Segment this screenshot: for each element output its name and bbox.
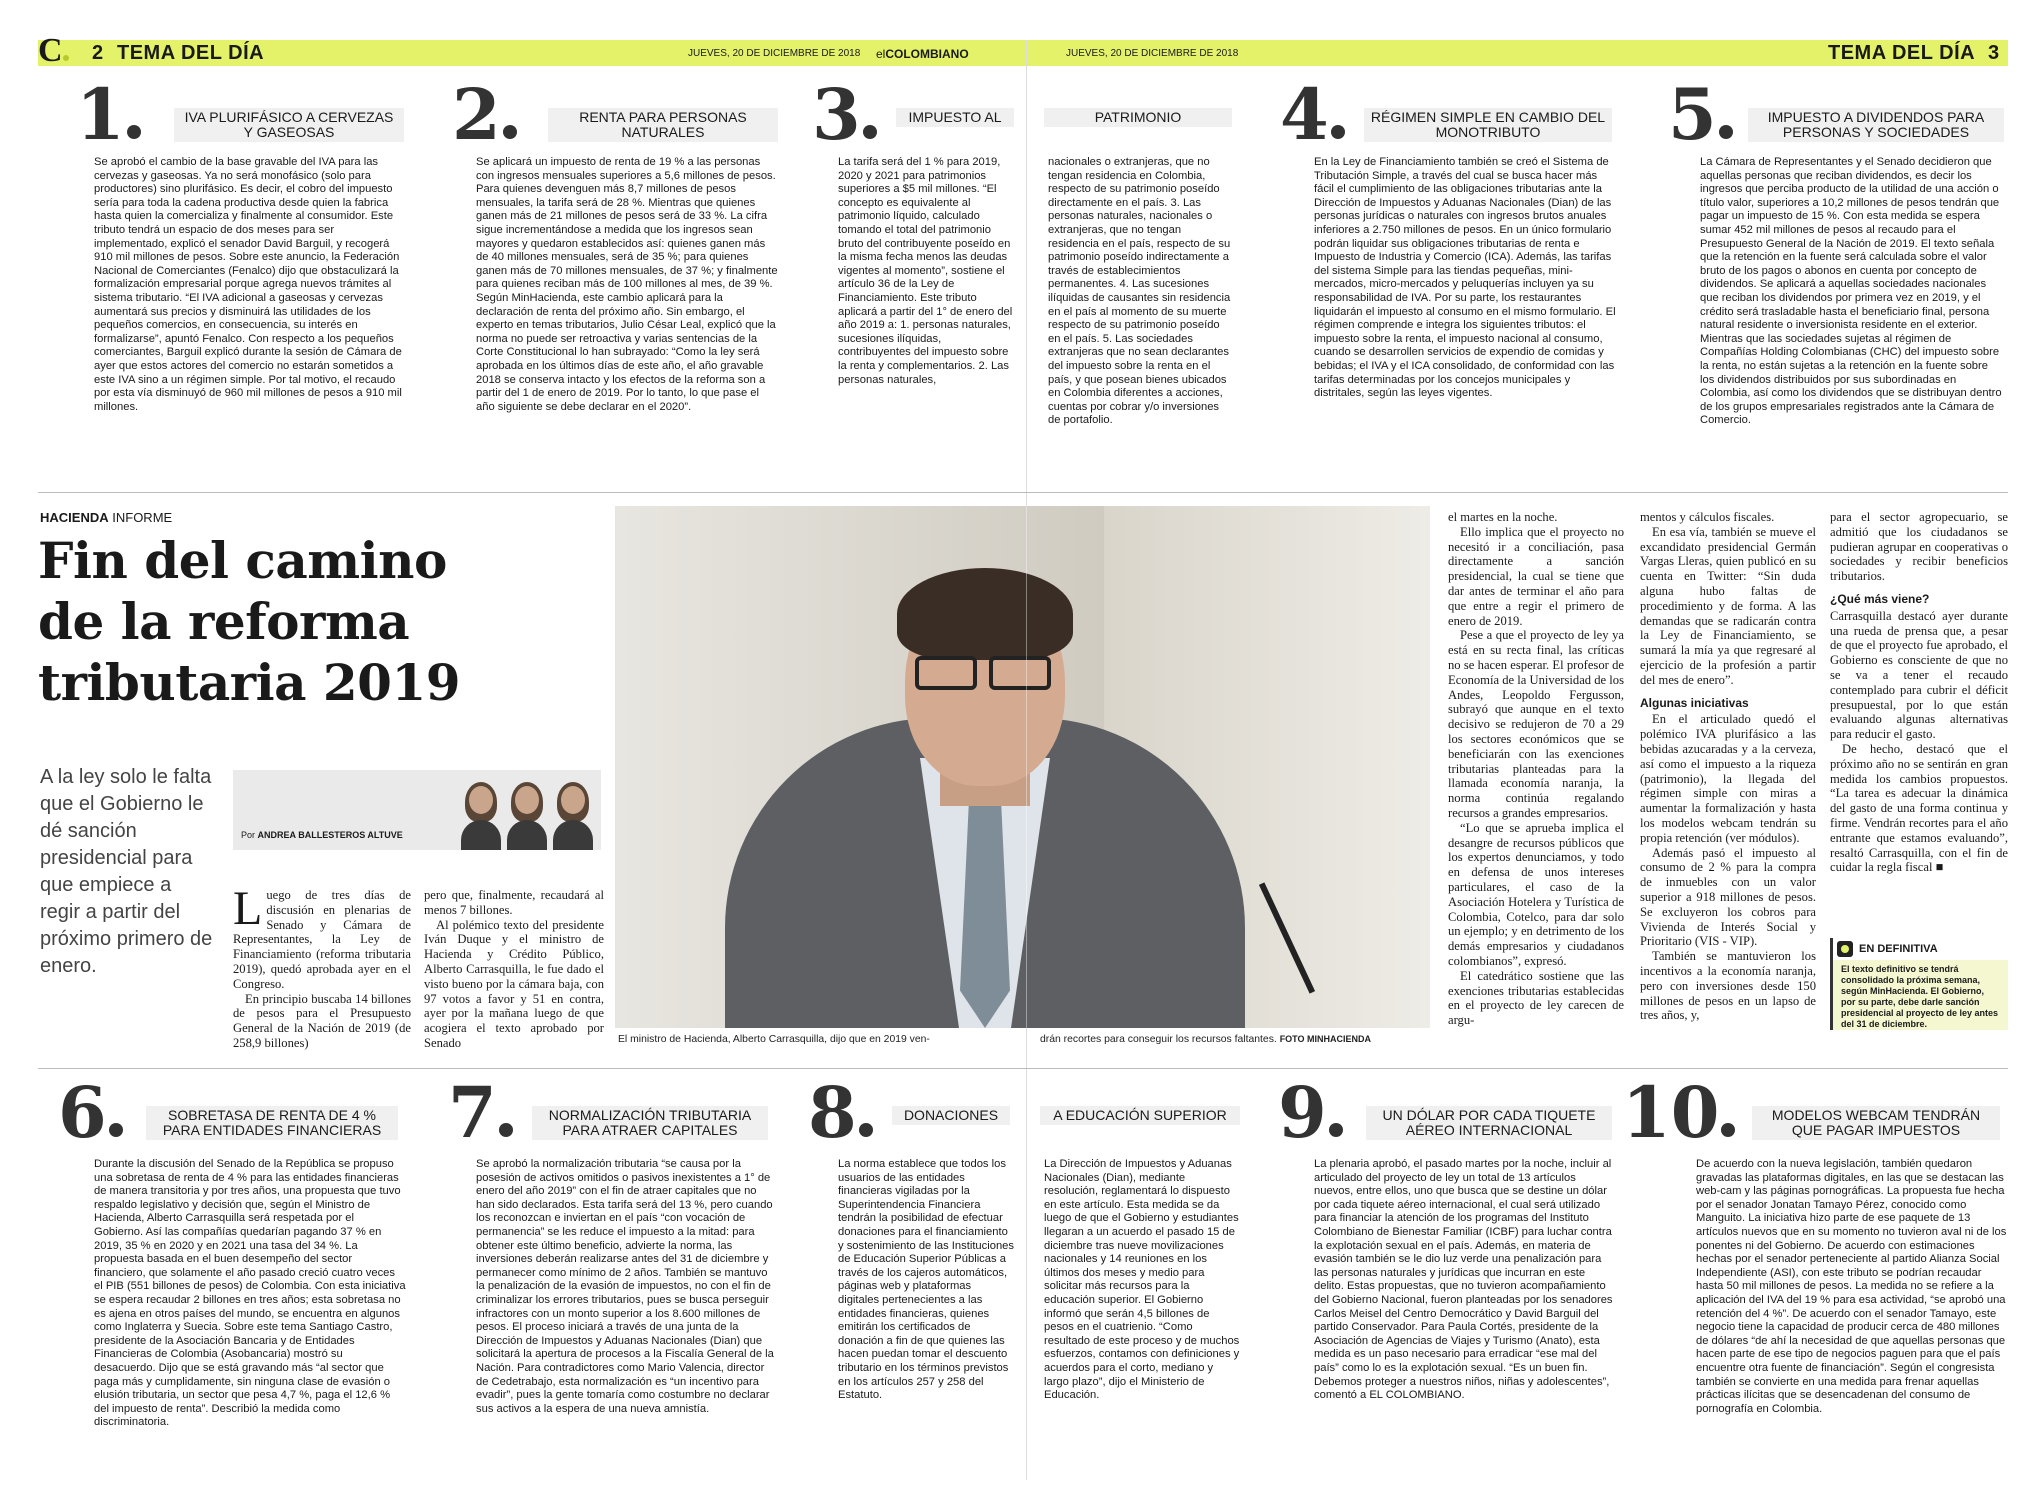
right-section-title: TEMA DEL DÍA [1828, 42, 1976, 64]
story-headline: Fin del camino de la reforma tributaria 2019 [38, 531, 461, 712]
story-paragraph: En esa vía, también se mueve el excandidato presidencial Germán Vargas Lleras, quien publicó en su cuenta en Twitter: “Sin duda alguna hubo faltas de procedimiento y de forma. A las demandas que se radicarán contra la Ley de Financiamiento, se sumará la mía ya que regresaré al ejercicio de la profesión a partir del mes de enero”. [1640, 524, 1816, 687]
story-paragraph: “Lo que se aprueba implica el desangre de recursos públicos que los expertos denunciamos, y todo en defensa de unos intereses particulares, el caso de la Asociación Hotelera y Turística de Colombia, Cotelco, para dar solo un ejemplo; y en detrimento de los demás empresarios y ciudadanos colombianos”, expresó. [1448, 820, 1624, 968]
box-5-dividendos [1668, 73, 2008, 480]
box-number: 7 [448, 1078, 513, 1148]
box-body: De acuerdo con la nueva legislación, también quedaron gravadas las plataformas digitales, en las que se destacan las web-cam y las páginas pornográficas. La propuesta fue hecha por el senador Jonatan Tamayo Pérez, conocido como Manguito. La iniciativa hizo parte de ese paquete de 13 artículos nuevos que en su momento no tuvieron aval ni de los ponentes ni del Gobierno. De acuerdo con estimaciones hechas por el senador perteneciente al partido Alianza Social Independiente (ASI), con este tributo se podrían recaudar hasta 50 mil millones de pesos. La medida no se refiere a la aplicación del IVA del 19 % para esa actividad, “se aprobó una retención del 4 %”. De acuerdo con el senador Tamayo, este negocio tiene la capacidad de producir cerca de 480 millones de dólares “de ahí la necesidad de que aquellas personas que hacen parte de ese tipo de negocios paguen para que el país encuentre otra fuente de financiación”. Según el congresista también se convierte en una medida para frenar aquellas prácticas ilícitas que se desencadenan del consumo de pornografía en Colombia. [1696, 1158, 2007, 1415]
box-title-part-a: IMPUESTO AL [896, 108, 1014, 127]
story-paragraph: Además pasó el impuesto al consumo de 2 % para la compra de inmuebles con un valor superior a 918 millones de pesos. Se excluyeron los cobros para Vivienda de Interés Social y Prioritario (VIS - VIP). [1640, 845, 1816, 949]
box-4-regimen-simple [1280, 73, 1620, 480]
author-photo [551, 780, 595, 850]
story-paragraph: De hecho, destacó que el próximo año no se sentirán en gran medida los cambios propuestos. “La tarea es adecuar la dinámica del gasto de una forma continua y firme. Vendrán recortes para el año entrante que estamos evaluando”, resaltó Carrasquilla, con el fin de cuidar la regla fiscal ■ [1830, 741, 2008, 875]
box-number: 6 [58, 1078, 123, 1148]
box-body: En la Ley de Financiamiento también se creó el Sistema de Tributación Simple, a través del cual se busca hacer más fácil el cumplimiento de las obligaciones tributarias ante la Dirección de Impuestos y Aduanas Nacionales (Dian) de las personas jurídicas o naturales con ingresos brutos anuales inferiores a 2.750 millones de pesos. En un único formulario podrán liquidar sus obligaciones tributarias de renta e Impuesto de Industria y Comercio (ICA). Además, las tarifas del sistema Simple para las tiendas pequeñas, mini-mercados, micro-mercados y peluquerías incluyen ya su responsabilidad de IVA. Por su parte, los restaurantes liquidarán el impuesto al consumo en el mismo formulario. El régimen comprende e integra los siguientes tributos: el impuesto sobre la renta, el impuesto nacional al consumo, cuando se desarrollen servicios de expendio de comidas y bebidas; el IVA y el ICA consolidado, de conformidad con las tarifas determinadas por los concejos municipales y distritales, según las leyes vigentes. [1314, 156, 1616, 400]
box-body: La Cámara de Representantes y el Senado decidieron que aquellas personas que reciban dividendos, es decir los ingresos que perciba producto de la utilidad de una acción o título valor, superiores a 10,2 millones de pesos tendrán que pagar un impuesto de 15 %. Con esta medida se espera sumar 452 mil millones de pesos al recaudo para el Presupuesto General de la Nación de 2019. El texto señala que la retención en la fuente será calculada sobre el valor bruto de los pagos o abonos en cuenta por concepto de dividendos. Se aplicará a aquellas sociedades nacionales que reciban los dividendos por primera vez en 2019, y el crédito será trasladable hasta el beneficiario final, persona natural residente o inversionista residente en el exterior. Mientras que las sociedades sujetas al régimen de Compañías Holding Colombianas (CHC) del impuesto sobre la renta, no están sujetas a la retención en la fuente sobre los dividendos distribuidos por sus subordinadas en Colombia, así como los dividendos que se distribuyan dentro de los grupos empresariales registrados ante la Cámara de Comercio. [1700, 156, 2002, 427]
byline: Por ANDREA BALLESTEROS ALTUVE [241, 830, 403, 840]
right-dateline: JUEVES, 20 DE DICIEMBRE DE 2018 [1066, 48, 1239, 59]
story-kicker: HACIENDA INFORME [40, 510, 173, 525]
newspaper-logo: C [38, 34, 69, 68]
story-paragraph: El catedrático sostiene que las exenciones tributarias establecidas en el proyecto de ley carecen de argu- [1448, 968, 1624, 1028]
story-paragraph: Pese a que el proyecto de ley ya está en su recta final, las críticas no se hacen esperar. El profesor de Economía de la Universidad de los Andes, Leopoldo Fergusson, subrayó que aunque en el texto decisivo se redujeron de 70 a 29 los sectores económicos que se beneficiarán con las exenciones tributarias planteadas para la llamada economía naranja, la norma continúa regalando recursos a grandes empresarios. [1448, 628, 1624, 820]
story-dek: A la ley solo le falta que el Gobierno le dé sanción presidencial para que empiece a regir a partir del próximo primero de enero. [40, 766, 213, 977]
story-column-5 [1830, 510, 2008, 875]
box-2-renta [452, 73, 780, 480]
story-paragraph: Ello implica que el proyecto no necesitó ir a conciliación, pasa directamente a sanción presidencial, la cual se tiene que dar antes de terminar el año para que entre a regir el primero de enero de 2019. [1448, 524, 1624, 628]
en-definitiva-header: EN DEFINITIVA [1833, 938, 2008, 960]
box-title: IVA PLURIFÁSICO A CERVEZAS Y GASEOSAS [174, 108, 404, 142]
story-subhead: Algunas iniciativas [1640, 695, 1749, 710]
box-number: 3 [812, 80, 877, 150]
story-paragraph: En principio buscaba 14 billones de pesos para el Presupuesto General de la Nación de 2019 (de 258,9 billones) [233, 991, 411, 1050]
minister-photo [615, 506, 1430, 1028]
left-dateline: JUEVES, 20 DE DICIEMBRE DE 2018 [688, 48, 861, 59]
box-number: 1 [76, 80, 141, 150]
story-paragraph: Al polémico texto del presidente Iván Duque y el ministro de Hacienda y Crédito Público, Alberto Carrasquilla, le fue dado el visto bueno por la cámara baja, con 97 votos a favor y 51 en contra, ayer por la mañana luego de que acogiera el texto aprobado por Senado [424, 917, 604, 1050]
author-photo [505, 780, 549, 850]
box-title: SOBRETASA DE RENTA DE 4 % PARA ENTIDADES FINANCIERAS [146, 1106, 398, 1140]
box-3-patrimonio [812, 73, 1240, 480]
box-body: Se aprobó el cambio de la base gravable del IVA para las cervezas y gaseosas. Ya no será monofásico (solo para productores) sino plurifásico. Es decir, el cobro del impuesto sería para toda la cadena productiva desde quien la fabrica hasta quien la comercializa y finalmente al consumidor. Este tributo tendrá un espacio de dos meses para ser implementado, explicó el senador David Barguil, y recogerá 910 mil millones de pesos. Sobre este anuncio, la Federación Nacional de Comerciantes (Fenalco) dijo que obstaculizará la formalización empresarial porque agrega nuevos trámites al sistema tributario. “El IVA adicional a gaseosas y cervezas aumentará sus precios y disminuirá las utilidades de los pequeños comercios, en consecuencia, su interés en formalizarse”, apuntó Fenalco. Con respecto a los pequeños comerciantes, Barguil explicó durante la sesión de Cámara de ayer que estos actores del comercio no estarán sometidos a este IVA sino a un régimen simple. Por tal motivo, el recaudo por esta vía disminuyó de 960 mil millones de pesos a 910 mil millones. [94, 156, 402, 413]
box-title: RENTA PARA PERSONAS NATURALES [548, 108, 778, 142]
story-paragraph: para el sector agropecuario, se admitió que los ciudadanos se pudieran agrupar en cooperativas o sociedades y recibir beneficios tributarios. [1830, 510, 2008, 584]
box-8-donaciones [808, 1071, 1248, 1478]
section-divider [38, 1068, 2008, 1069]
left-page-number: 2 [92, 42, 104, 64]
box-number: 8 [808, 1078, 873, 1148]
story-column-1 [233, 882, 411, 1051]
author-box [233, 770, 601, 850]
box-title: NORMALIZACIÓN TRIBUTARIA PARA ATRAER CAPITALES [532, 1106, 768, 1140]
box-body-col-b: nacionales o extranjeras, que no tengan residencia en Colombia, respecto de su patrimonio poseído directamente en el país. 3. Las personas naturales, nacionales o extranjeras, que no tengan residencia en el país, respecto de su patrimonio poseído indirectamente a través de establecimientos permanentes. 4. Las sucesiones ilíquidas de causantes sin residencia en el país al momento de su muerte respecto de su patrimonio poseído en el país. 5. Las sociedades extranjeras que no sean declarantes del impuesto sobre la renta en el país, y que posean bienes ubicados en Colombia diferentes a acciones, cuentas por cobrar y/o inversiones de portafolio. [1048, 156, 1231, 427]
box-number: 10 [1622, 1078, 1735, 1148]
box-number: 2 [452, 80, 517, 150]
box-body-col-b: La Dirección de Impuestos y Aduanas Nacionales (Dian), mediante resolución, reglamentará lo dispuesto en este artículo. Esta medida se da luego de que el Gobierno y estudiantes llegaran a un acuerdo el pasado 15 de diciembre tras nueve movilizaciones nacionales y 14 reuniones en los últimos dos meses y medio para solicitar más recursos para la educación superior. El Gobierno informó que serán 4,5 billones de pesos en el cuatrienio. “Como resultado de este proceso y de muchos esfuerzos, contamos con definiciones y acuerdos para el corto, mediano y largo plazo”, dijo el Ministerio de Educación. [1044, 1158, 1240, 1402]
story-subhead: ¿Qué más viene? [1830, 591, 1930, 606]
story-column-3 [1448, 510, 1624, 1028]
right-page-number: 3 [1988, 42, 2000, 64]
box-title: IMPUESTO A DIVIDENDOS PARA PERSONAS Y SOCIEDADES [1748, 108, 2004, 142]
story-paragraph: mentos y cálculos fiscales. [1640, 510, 1775, 524]
en-definitiva-box [1830, 938, 2008, 1030]
story-paragraph: También se mantuvieron los incentivos a la economía naranja, pero con inversiones desde 150 millones de pesos en un lapso de tres años, y, [1640, 949, 1816, 1023]
section-divider [38, 492, 2008, 493]
box-body: Durante la discusión del Senado de la República se propuso una sobretasa de renta de 4 % para las entidades financieras de manera transitoria y por tres años, una propuesta que tuvo respaldo legislativo y decisión que, según el Ministro de Hacienda, Alberto Carrasquilla será respetada por el Gobierno. Así las compañías quedarían pagando 37 % en 2019, 35 % en 2020 y en 2021 una tasa del 34 %. La propuesta basada en el buen desempeño del sector financiero, que solamente el año pasado creció cuatro veces el PIB (551 billones de pesos) de Colombia. Con esta iniciativa se espera recaudar 2 billones en tres años; esta sobretasa no es ajena en otros países del mundo, se encuentra en algunos como Inglaterra y Suecia. Sobre este tema Santiago Castro, presidente de la Asociación Bancaria y de Entidades Financieras de Colombia (Asobancaria) mostró su desacuerdo. Dijo que se está gravando más “al sector que paga más y cumplidamente, sin ninguna clase de evasión o elusión tributaria, un sector que pesa 4,7 %, paga el 12,6 % del impuesto de renta”. Describió la medida como discriminatoria. [94, 1158, 406, 1429]
box-body: La plenaria aprobó, el pasado martes por la noche, incluir al articulado del proyecto de ley un total de 13 artículos nuevos, entre ellos, uno que busca que se destine un dólar por cada tiquete aéreo internacional, el cual será utilizado para financiar la atención de los programas del Instituto Colombiano de Bienestar Familiar (ICBF) para luchar contra la explotación sexual en el país. Además, en materia de evasión también se le dio luz verde una penalización para las personas naturales y jurídicas que incurran en este delito. Estas propuestas, que no tuvieron acompañamiento del Gobierno Nacional, fueron planteadas por los senadores Carlos Meisel del Centro Democrático y David Barguil del partido Conservador. Para Paula Cortés, presidente de la Asociación de Agencias de Viajes y Turismo (Anato), esta medida es un paso necesario para erradicar “ese mal del país” como lo es la explotación sexual. “Es un buen fin. Debemos proteger a nuestros niños, niñas y adolescentes”, comentó a EL COLOMBIANO. [1314, 1158, 1613, 1402]
left-section-title: TEMA DEL DÍA [117, 42, 265, 64]
drop-cap: L [233, 882, 263, 935]
box-title: UN DÓLAR POR CADA TIQUETE AÉREO INTERNACIONAL [1366, 1106, 1612, 1140]
page-header-bar [38, 40, 2008, 66]
story-paragraph: Carrasquilla destacó ayer durante una rueda de prensa que, a pesar de que el proyecto fue aprobado, el Gobierno es consciente de que no se va a tener el recaudo contemplado para cubrir el déficit presupuestal, por lo que están evaluando algunas alternativas para reducir el gasto. [1830, 608, 2008, 742]
box-7-normalizacion [448, 1071, 778, 1478]
box-body-col-a: La tarifa será del 1 % para 2019, 2020 y 2021 para patrimonios superiores a $5 mil millones. “El concepto es equivalente al patrimonio líquido, calculado tomando el total del patrimonio bruto del contribuyente poseído en la misma fecha menos las deudas vigentes al momento”, sostiene el artículo 36 de la Ley de Financiamiento. Este tributo aplicará a partir del 1° de enero del año 2019 a: 1. personas naturales, sucesiones ilíquidas, contribuyentes del impuesto sobre la renta y complementarios. 2. Las personas naturales, [838, 156, 1013, 386]
box-body-col-a: La norma establece que todos los usuarios de las entidades financieras vigiladas por la Superintendencia Financiera tendrán la posibilidad de efectuar donaciones para el financiamiento y sostenimiento de las Instituciones de Educación Superior Públicas a través de los cajeros automáticos, páginas web y plataformas digitales pertenecientes a las entidades financieras, quienes emitirán los certificados de donación a fin de que quienes las hacen puedan tomar el descuento tributario en los términos previstos en los artículos 257 y 258 del Estatuto. [838, 1158, 1014, 1402]
story-column-4 [1640, 510, 1816, 1023]
box-title-part-b: A EDUCACIÓN SUPERIOR [1040, 1106, 1240, 1125]
box-body: Se aprobó la normalización tributaria “se causa por la posesión de activos omitidos o pasivos inexistentes a 1° de enero del año 2019” con el fin de atraer capitales que no han sido declarados. Esta tarifa será del 13 %, pero cuando los reconozcan e inviertan en el país “con vocación de permanencia” se les reduce el impuesto a la mitad: para obtener este último beneficio, advierte la norma, las inversiones deberán realizarse antes del 31 de diciembre y permanecer como mínimo de 2 años. También se mantuvo la penalización de la evasión de impuestos, no con el fin de criminalizar los errores tributarios, pues se busca perseguir infractores con un monto superior a los 8.600 millones de pesos. El proceso iniciará a través de una junta de la Dirección de Impuestos y Aduanas Nacionales (Dian) que solicitará la apertura de procesos a la Fiscalía General de la Nación. Para contradictores como Mario Valencia, director de Cedetrabajo, esta normalización es “un incentivo para evadir”, pues la gente tomaría como costumbre no declarar sus activos a la espera de una nueva amnistía. [476, 1158, 774, 1415]
box-1-iva [76, 73, 406, 480]
story-paragraph: pero que, finalmente, recaudará al menos 7 billones. [424, 888, 604, 917]
story-paragraph: En el articulado quedó el polémico IVA plurifásico a las bebidas azucaradas y a la cerveza, así como el impuesto a la riqueza (patrimonio), la llegada del régimen simple con miras a aumentar la formalización y hasta los modelos webcam tendrán su propia retención (ver módulos). [1640, 712, 1816, 845]
en-definitiva-text: El texto definitivo se tendrá consolidado la próxima semana, según MinHacienda. El Gobierno, por su parte, debe darle sanción presidencial al proyecto de ley antes del 31 de diciembre. [1841, 964, 1999, 1029]
box-number: 9 [1278, 1078, 1343, 1148]
box-6-sobretasa [58, 1071, 408, 1478]
box-9-tiquete [1278, 1071, 1628, 1478]
box-body: Se aplicará un impuesto de renta de 19 % a las personas con ingresos mensuales superiores a 5,6 millones de pesos. Para quienes devenguen más 8,7 millones de pesos mensuales, la tarifa será de 28 %. Mientras que quienes ganen más de 21 millones de pesos será de 33 %. La cifra sigue incrementándose a medida que los ingresos sean mayores y quedaron establecidos así: quienes ganen más de 40 millones mensuales, será de 35 %; para quienes ganen más de 70 millones mensuales, de 37 %; y finalmente para quienes reciban más de 100 millones al mes, de 39 %. Según MinHacienda, este cambio aplicará para la declaración de renta del próximo año. Sin embargo, el experto en temas tributarios, Julio César Leal, explicó que la norma no puede ser retroactiva y varias sentencias de la Corte Constitucional lo han subrayado: “Como la ley será aprobada en los últimos días de este año, el año gravable 2018 se conserva intacto y los efectos de la reforma son a partir del 1 de enero de 2019. Por lo tanto, lo que pase el año siguiente se debe declarar en el 2020”. [476, 156, 778, 413]
newspaper-name: elCOLOMBIANO [876, 47, 969, 61]
box-number: 4 [1280, 80, 1345, 150]
target-icon [1837, 941, 1853, 957]
story-column-2 [424, 888, 604, 1051]
story-paragraph: Luego de tres días de discusión en plenarias de Senado y Cámara de Representantes, la Ley de Financiamiento (reforma tributaria 2019), quedó aprobada ayer en el Congreso. [233, 882, 411, 991]
author-photo [459, 780, 503, 850]
box-title: RÉGIMEN SIMPLE EN CAMBIO DEL MONOTRIBUTO [1364, 108, 1612, 142]
photo-caption-b: drán recortes para conseguir los recursos faltantes. FOTO MINHACIENDA [1040, 1034, 1372, 1045]
box-title-part-b: PATRIMONIO [1044, 108, 1232, 127]
photo-caption-a: El ministro de Hacienda, Alberto Carrasquilla, dijo que en 2019 ven- [618, 1034, 930, 1045]
box-number: 5 [1668, 80, 1733, 150]
story-paragraph: el martes en la noche. [1448, 510, 1558, 524]
box-title: MODELOS WEBCAM TENDRÁN QUE PAGAR IMPUESTOS [1752, 1106, 2000, 1140]
box-title-part-a: DONACIONES [892, 1106, 1010, 1125]
box-10-webcam [1622, 1071, 2008, 1478]
